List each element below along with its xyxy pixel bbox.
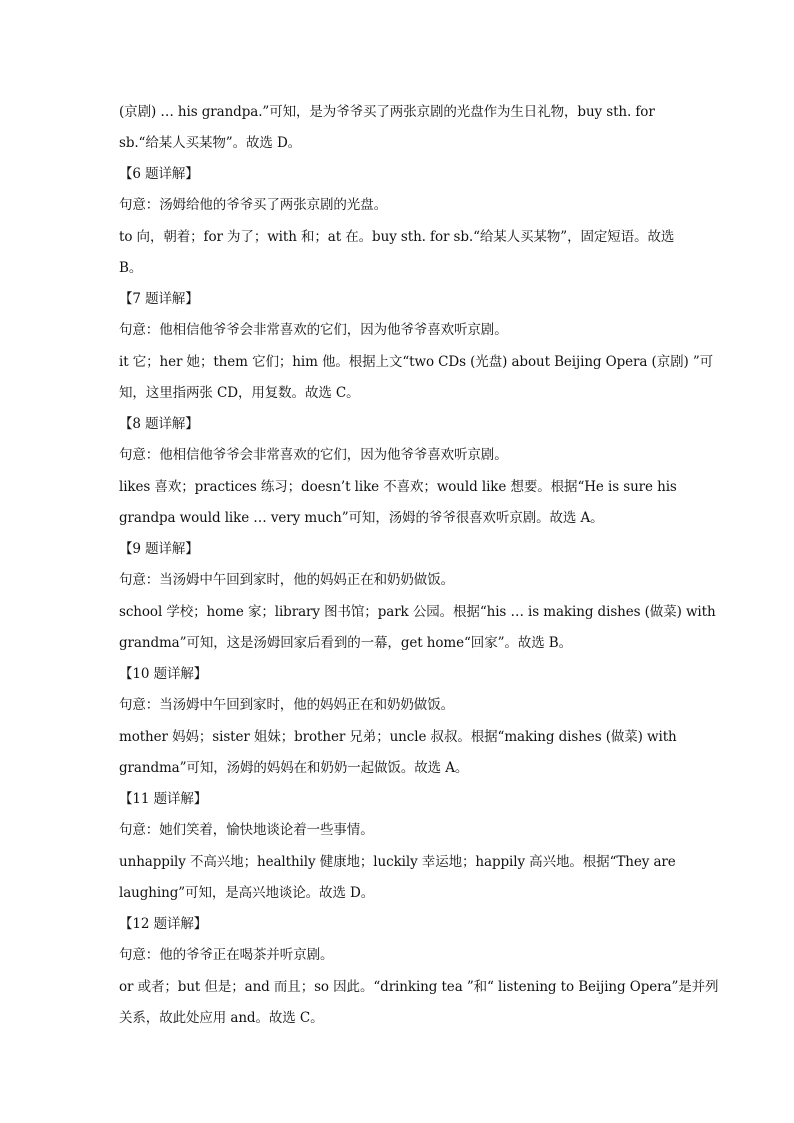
- text-line: to 向，朝着；for 为了；with 和；at 在。buy sth. for sb.“给某人买某物”，固定短语。故选: [119, 229, 675, 245]
- text-line: grandma”可知，这是汤姆回家后看到的一幕，get home“回家”。故选 B。: [119, 635, 573, 651]
- text-line: grandpa would like … very much”可知，汤姆的爷爷很喜欢听京剧。故选 A。: [119, 510, 604, 526]
- text-line: 关系，故此处应用 and。故选 C。: [119, 1010, 324, 1026]
- text-line: B。: [119, 260, 143, 276]
- text-line: grandma”可知，汤姆的妈妈在和奶奶一起做饭。故选 A。: [119, 760, 469, 776]
- text-line: school 学校；home 家；library 图书馆；park 公园。根据“his … is making dishes (做菜) with: [119, 604, 716, 620]
- section-heading: 【10 题详解】: [119, 666, 208, 682]
- text-line: 句意：他的爷爷正在喝茶并听京剧。: [119, 947, 334, 963]
- text-line: 句意：当汤姆中午回到家时，他的妈妈正在和奶奶做饭。: [119, 572, 454, 588]
- text-line: it 它；her 她；them 它们；him 他。根据上文“two CDs (光盘) about Beijing Opera (京剧) ”可: [119, 354, 714, 370]
- text-line: unhappily 不高兴地；healthily 健康地；luckily 幸运地；happily 高兴地。根据“They are: [119, 854, 676, 870]
- text-line: 知，这里指两张 CD，用复数。故选 C。: [119, 385, 360, 401]
- text-line: laughing”可知，是高兴地谈论。故选 D。: [119, 885, 375, 901]
- text-line: 句意：汤姆给他的爷爷买了两张京剧的光盘。: [119, 197, 387, 213]
- section-heading: 【11 题详解】: [119, 791, 208, 807]
- section-heading: 【9 题详解】: [119, 541, 199, 557]
- text-line: 句意：她们笑着，愉快地谈论着一些事情。: [119, 822, 374, 838]
- text-line: 句意：当汤姆中午回到家时，他的妈妈正在和奶奶做饭。: [119, 697, 454, 713]
- section-heading: 【8 题详解】: [119, 416, 199, 432]
- section-heading: 【12 题详解】: [119, 916, 208, 932]
- section-heading: 【7 题详解】: [119, 291, 199, 307]
- section-heading: 【6 题详解】: [119, 166, 199, 182]
- text-line: sb.“给某人买某物”。故选 D。: [119, 135, 302, 151]
- text-line: likes 喜欢；practices 练习；doesn’t like 不喜欢；would like 想要。根据“He is sure his: [119, 479, 677, 495]
- text-line: or 或者；but 但是；and 而且；so 因此。“drinking tea ”和“ listening to Beijing Opera”是并列: [119, 979, 719, 995]
- text-line: mother 妈妈；sister 姐妹；brother 兄弟；uncle 叔叔。根据“making dishes (做菜) with: [119, 729, 677, 745]
- text-line: 句意：他相信他爷爷会非常喜欢的它们，因为他爷爷喜欢听京剧。: [119, 447, 508, 463]
- text-line: (京剧) … his grandpa.”可知，是为爷爷买了两张京剧的光盘作为生日礼物，buy sth. for: [119, 104, 655, 120]
- text-line: 句意：他相信他爷爷会非常喜欢的它们，因为他爷爷喜欢听京剧。: [119, 322, 508, 338]
